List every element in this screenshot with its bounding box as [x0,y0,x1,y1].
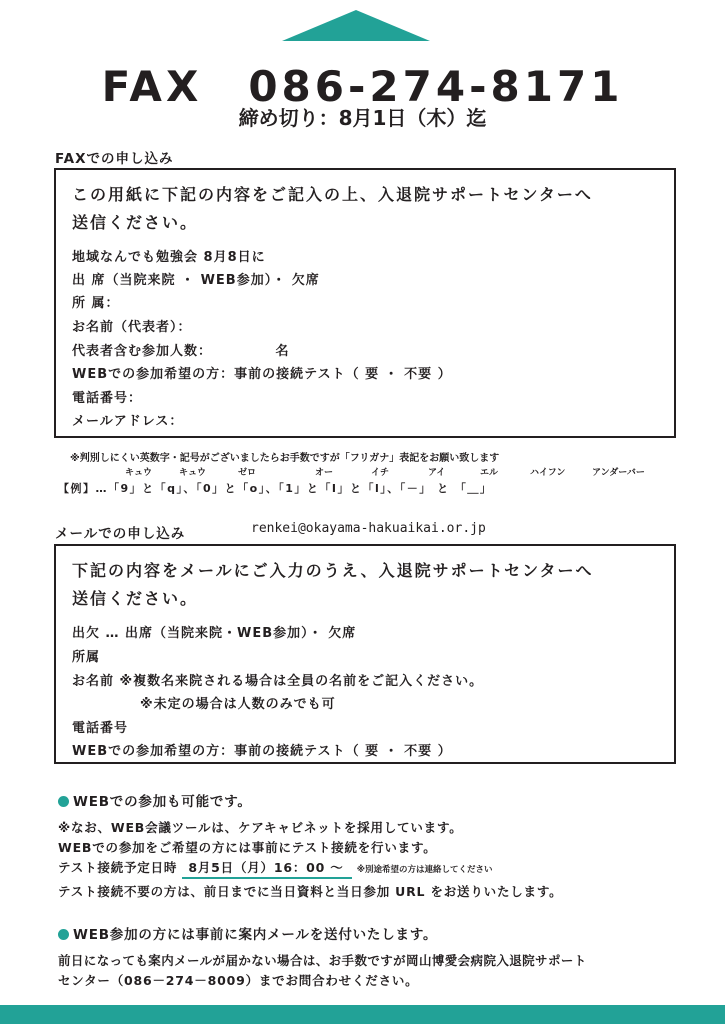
fax-item-attendance: 出 席（当院来院 ・ WEB参加）・ 欠席 [72,273,320,288]
fax-item-phone: 電話番号： [72,391,143,406]
furigana-5: イチ [371,468,390,478]
mail-item-attendance: 出欠 … 出席（当院来院・WEB参加）・ 欠席 [72,626,357,641]
web-line-2: WEBでの参加をご希望の方には事前にテスト接続を行います。 [58,840,437,855]
fax-item-affiliation: 所 属： [72,296,120,311]
fax-item-event: 地域なんでも勉強会 8月8日に [72,250,266,265]
furigana-4: オー [315,468,334,478]
furigana-7: エル [480,468,499,478]
web-line-4: 前日になっても案内メールが届かない場合は、お手数ですが岡山博愛会病院入退院サポート [58,953,587,968]
bottom-accent-bar [0,1005,725,1024]
fax-item-email: メールアドレス： [72,414,184,429]
mail-lead-line1: 下記の内容をメールにご入力のうえ、入退院サポートセンターへ [72,561,594,580]
mail-lead-line2: 送信ください。 [72,589,199,608]
web-line-5: センター（086－274－8009）までお問合わせください。 [58,973,419,988]
web-heading-1-text: WEBでの参加も可能です。 [73,794,252,810]
test-note: ※別途希望の方は連絡してください [356,865,493,875]
test-schedule-row [58,858,493,879]
furigana-3: ゼロ [238,468,257,478]
web-heading-1 [58,790,252,810]
fax-section-title: FAXでの申し込み [55,151,174,167]
fax-item-web-test: WEBでの参加希望の方：事前の接続テスト（ 要 ・ 不要 ） [72,367,452,382]
bullet-dot-icon [58,796,69,807]
example-line: 【例】…「9」と「q」、「0」と「o」、「1」と「I」と「l」、「－」 と 「＿」 [58,482,493,495]
fax-lead-line2: 送信ください。 [72,213,199,232]
mail-section-title: メールでの申し込み [55,526,186,542]
fax-item-participants: 代表者含む参加人数： 名 [72,344,290,359]
fax-item-name: お名前（代表者）： [72,320,192,335]
web-heading-2 [58,923,437,943]
mail-address-link[interactable]: renkei@okayama-hakuaikai.or.jp [251,521,486,536]
deadline-text: 締め切り：8月1日（木）迄 [238,106,487,130]
mail-form-box [54,544,676,764]
test-date: 8月5日（月）16：00 ～ [182,858,351,879]
furigana-9: アンダーバー [592,468,645,478]
web-line-3: テスト接続不要の方は、前日までに当日資料と当日参加 URL をお送りいたします。 [58,884,563,899]
fax-number-title: FAX 086-274-8171 [101,62,624,111]
mail-item-affiliation: 所属 [72,650,101,665]
mail-item-phone: 電話番号 [72,721,129,736]
mail-item-web-test: WEBでの参加希望の方：事前の接続テスト（ 要 ・ 不要 ） [72,744,452,759]
furigana-2: キュウ [179,468,207,478]
furigana-6: アイ [428,468,446,478]
fax-form-box [54,168,676,438]
triangle-decoration [282,10,430,41]
mail-item-name-note: ※未定の場合は人数のみでも可 [140,697,336,712]
furigana-1: キュウ [125,468,153,478]
furigana-8: ハイフン [530,468,566,478]
bullet-dot-icon [58,929,69,940]
test-label: テスト接続予定日時 [58,860,178,875]
fax-lead-line1: この用紙に下記の内容をご記入の上、入退院サポートセンターへ [72,185,593,204]
character-note: ※判別しにくい英数字・記号がございましたらお手数ですが「フリガナ」表記をお願い致します [70,453,500,464]
mail-item-name: お名前 ※複数名来院される場合は全員の名前をご記入ください。 [72,674,484,689]
web-line-1: ※なお、WEB会議ツールは、ケアキャビネットを採用しています。 [58,820,463,835]
web-heading-2-text: WEB参加の方には事前に案内メールを送付いたします。 [73,927,438,943]
